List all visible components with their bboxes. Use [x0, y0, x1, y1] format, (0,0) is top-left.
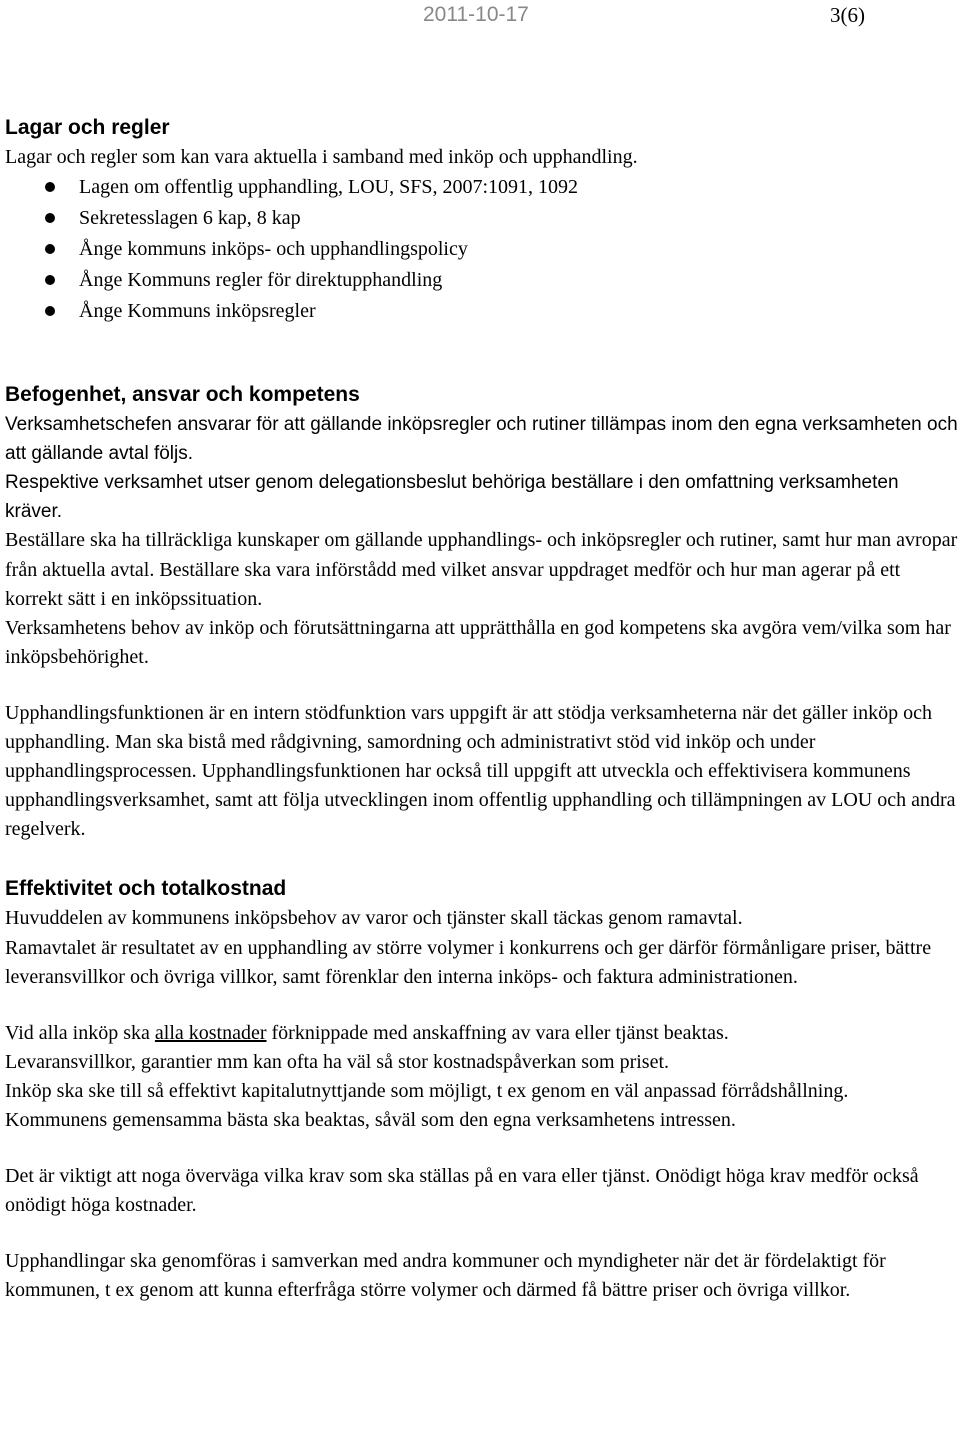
list-item-text: Ånge kommuns inköps- och upphandlingspolicy [79, 238, 468, 261]
bullet-icon [45, 275, 55, 285]
list-item [5, 203, 960, 234]
document-body [5, 113, 960, 1305]
list-item [5, 234, 960, 265]
paragraph: Det är viktigt att noga överväga vilka krav som ska ställas på en vara eller tjänst. Onödigt höga krav medför också onödigt höga kostnader. [5, 1165, 919, 1217]
page-number: 3(6) [830, 3, 865, 27]
bullet-icon [45, 213, 55, 223]
paragraph: Upphandlingar ska genomföras i samverkan med andra kommuner och myndigheter när det är fördelaktigt för kommunen, t ex genom att kunna efterfråga större volymer och därmed få bättre priser och övriga villkor. [5, 1250, 886, 1302]
section-lagar-och-regler [5, 113, 960, 327]
paragraph: Respektive verksamhet utser genom delegationsbeslut behöriga beställare i den omfattning verksamheten kräver. [5, 472, 899, 523]
paragraph: Upphandlingsfunktionen är en intern stödfunktion vars uppgift är att stödja verksamheterna när det gäller inköp och upphandling. Man ska bistå med rådgivning, samordning och administrativt stöd vid inköp och under upphandlingsprocessen. Upphandlingsfunktionen har också till uppgift att utveckla och effektivisera kommunens upphandlingsverksamhet, samt att följa utvecklingen inom offentlig upphandling och tillämpningen av LOU och andra regelverk. [5, 701, 956, 841]
list-item-text: Lagen om offentlig upphandling, LOU, SFS, 2007:1091, 1092 [79, 176, 579, 199]
section-heading: Befogenhet, ansvar och kompetens [5, 383, 360, 407]
list-item-text: Sekretesslagen 6 kap, 8 kap [79, 207, 301, 230]
law-list [5, 172, 960, 327]
paragraph: Verksamhetschefen ansvarar för att gällande inköpsregler och rutiner tillämpas inom den egna verksamheten och att gällande avtal följs. [5, 414, 958, 465]
bullet-icon [45, 244, 55, 254]
paragraph: Ramavtalet är resultatet av en upphandling av större volymer i konkurrens och ger därför förmånligare priser, bättre leveransvillkor och övriga villkor, samt förenklar den interna inköps- och faktura administrationen. [5, 936, 932, 988]
paragraph [5, 1019, 960, 1048]
paragraph: Huvuddelen av kommunens inköpsbehov av varor och tjänster skall täckas genom ramavtal. [5, 907, 743, 930]
header-date: 2011-10-17 [423, 3, 529, 26]
section-effektivitet [5, 874, 960, 1305]
bullet-icon [45, 182, 55, 192]
section-befogenhet [5, 380, 960, 844]
paragraph: Lagar och regler som kan vara aktuella i samband med inköp och upphandling. [5, 146, 638, 168]
bullet-icon [45, 306, 55, 316]
text-run: förknippade med anskaffning av vara eller tjänst beaktas. [266, 1021, 729, 1044]
paragraph: Beställare ska ha tillräckliga kunskaper om gällande upphandlings- och inköpsregler och rutiner, samt hur man avropar från aktuella avtal. Beställare ska vara införstådd med vilket ansvar uppdraget medför och hur man agerar på ett korrekt sätt i en inköpssituation. [5, 529, 958, 610]
text-run: Vid alla inköp ska [5, 1021, 155, 1044]
underlined-text: alla kostnader [154, 1021, 267, 1044]
paragraph: Kommunens gemensamma bästa ska beaktas, såväl som den egna verksamhetens intressen. [5, 1108, 736, 1131]
list-item-text: Ånge Kommuns inköpsregler [79, 300, 316, 323]
paragraph: Verksamhetens behov av inköp och förutsättningarna att upprätthålla en god kompetens ska avgöra vem/vilka som har inköpsbehörighet. [5, 616, 951, 668]
list-item [5, 265, 960, 296]
section-heading: Effektivitet och totalkostnad [5, 877, 287, 901]
list-item-text: Ånge Kommuns regler för direktupphandling [79, 269, 443, 292]
section-heading: Lagar och regler [5, 116, 170, 139]
list-item [5, 296, 960, 327]
paragraph: Levaransvillkor, garantier mm kan ofta ha väl så stor kostnadspåverkan som priset. [5, 1050, 670, 1073]
paragraph: Inköp ska ske till så effektivt kapitalutnyttjande som möjligt, t ex genom en väl anpassad förrådshållning. [5, 1079, 849, 1102]
list-item [5, 172, 960, 203]
